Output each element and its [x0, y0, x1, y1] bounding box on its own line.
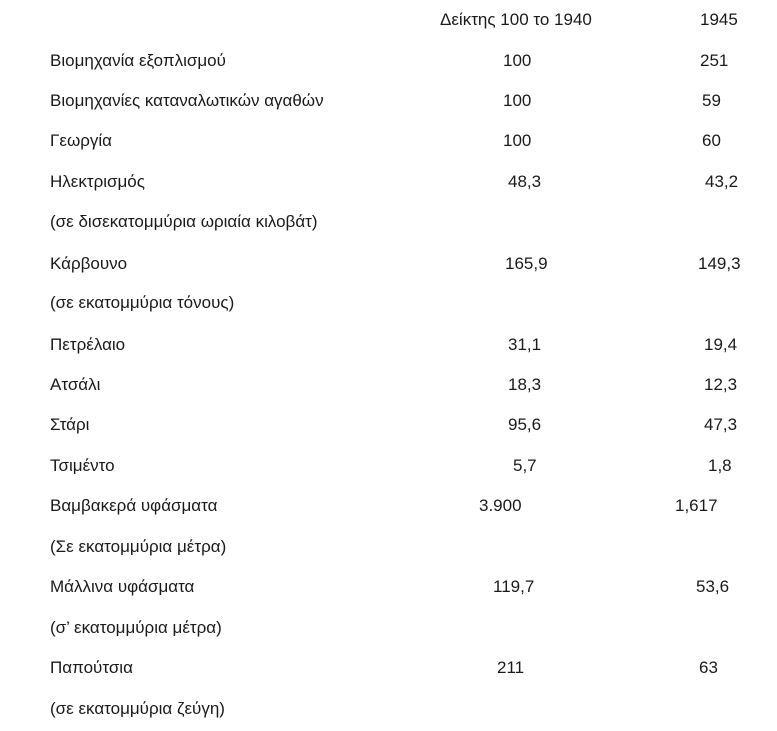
table-row [0, 496, 777, 522]
table-row [0, 415, 777, 441]
row-label: Ατσάλι [50, 375, 101, 394]
value-1945: 47,3 [704, 415, 738, 434]
table-row-note [0, 212, 777, 238]
value-1940: 211 [497, 658, 525, 677]
value-1945: 43,2 [705, 172, 739, 191]
header-year-1945: 1945 [700, 10, 738, 29]
table-row [0, 51, 777, 77]
value-1945: 63 [699, 658, 718, 677]
table-row [0, 658, 777, 684]
table-row [0, 131, 777, 157]
row-label: Γεωργία [50, 131, 112, 150]
row-unit-note: (σε δισεκατομμύρια ωριαία κιλοβάτ) [50, 212, 318, 231]
table-row [0, 456, 777, 482]
value-1940: 3.900 [479, 496, 522, 515]
table-row-note [0, 618, 777, 644]
table-row [0, 254, 777, 280]
row-label: Στάρι [50, 415, 90, 434]
table-row [0, 91, 777, 117]
value-1940: 165,9 [505, 254, 548, 273]
header-index-1940: Δείκτης 100 το 1940 [440, 10, 592, 29]
value-1940: 95,6 [508, 415, 542, 434]
row-label: Βιομηχανίες καταναλωτικών αγαθών [50, 91, 324, 110]
row-unit-note: (Σε εκατομμύρια μέτρα) [50, 537, 227, 556]
row-label: Ηλεκτρισμός [50, 172, 145, 191]
table-header [0, 10, 777, 34]
value-1945: 1,8 [708, 456, 732, 475]
value-1940: 119,7 [493, 577, 535, 596]
value-1940: 18,3 [508, 375, 542, 394]
table-row [0, 375, 777, 401]
table-row-note [0, 699, 777, 725]
row-label: Τσιμέντο [50, 456, 115, 475]
value-1940: 5,7 [513, 456, 537, 475]
row-label: Μάλλινα υφάσματα [50, 577, 195, 596]
value-1940: 100 [503, 131, 532, 150]
value-1940: 48,3 [508, 172, 542, 191]
value-1945: 59 [702, 91, 721, 110]
table-row [0, 172, 777, 198]
value-1940: 31,1 [508, 335, 542, 354]
table-row [0, 335, 777, 361]
row-unit-note: (σε εκατομμύρια τόνους) [50, 293, 235, 312]
value-1945: 1,617 [675, 496, 718, 515]
row-label: Πετρέλαιο [50, 335, 126, 354]
row-label: Κάρβουνο [50, 254, 128, 273]
table-row [0, 577, 777, 603]
row-unit-note: (σ’ εκατομμύρια μέτρα) [50, 618, 222, 637]
row-label: Βιομηχανία εξοπλισμού [50, 51, 226, 70]
value-1945: 149,3 [698, 254, 741, 273]
value-1945: 60 [702, 131, 721, 150]
value-1940: 100 [503, 51, 532, 70]
value-1945: 251 [700, 51, 729, 70]
row-unit-note: (σε εκατομμύρια ζεύγη) [50, 699, 225, 718]
value-1945: 12,3 [704, 375, 738, 394]
value-1945: 53,6 [696, 577, 730, 596]
table-row-note [0, 293, 777, 319]
row-label: Βαμβακερά υφάσματα [50, 496, 218, 515]
row-label: Παπούτσια [50, 658, 133, 677]
value-1945: 19,4 [704, 335, 738, 354]
value-1940: 100 [503, 91, 532, 110]
table-row-note [0, 537, 777, 563]
